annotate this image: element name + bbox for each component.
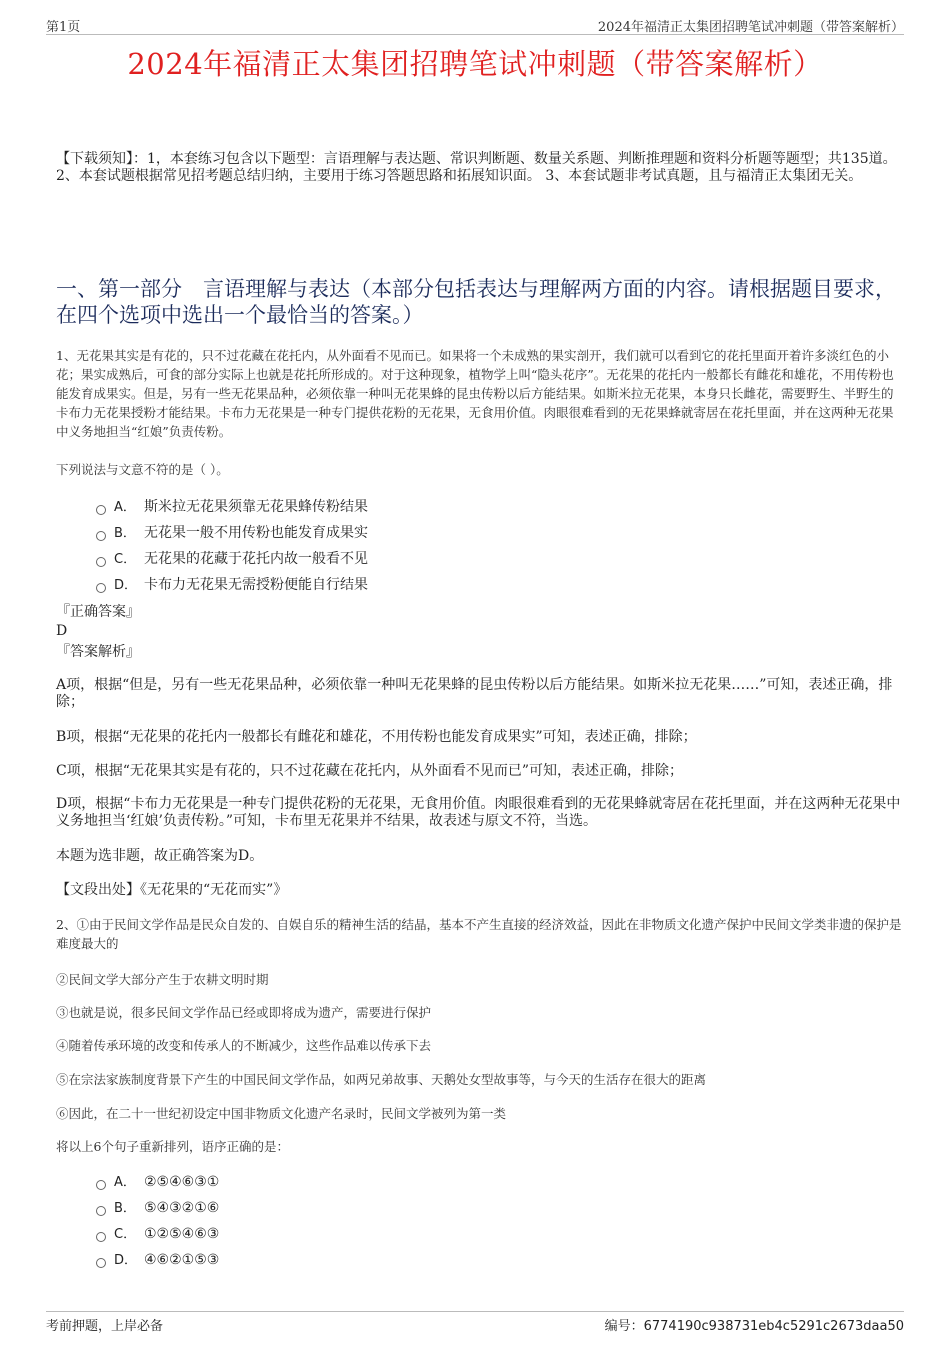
radio-icon[interactable] — [96, 583, 106, 593]
q1-option-b[interactable]: B． 无花果一般不用传粉也能发育成果实 — [96, 520, 368, 546]
q2-sentence-2: ②民间文学大部分产生于农耕文明时期 — [56, 972, 269, 987]
q1-option-d[interactable]: D． 卡布力无花果无需授粉便能自行结果 — [96, 572, 368, 598]
q2-option-b[interactable]: B． ⑤④③②①⑥ — [96, 1195, 219, 1221]
answer-label: 『正确答案』 — [56, 604, 140, 620]
radio-icon[interactable] — [96, 505, 106, 515]
download-notice: 【下载须知】：1，本套练习包含以下题型：言语理解与表达题、常识判断题、数量关系题、判断推理题和资料分析题等题型；共135道。 2、本套试题根据常见招考题总结归纳，主要用于练习答题思路和拓展知识面。 3、本套试题非考试真题，且与福清正太集团无关。 — [56, 151, 897, 184]
q2-option-a[interactable]: A． ②⑤④⑥③① — [96, 1169, 219, 1195]
q2-sentence-3: ③也就是说，很多民间文学作品已经或即将成为遗产，需要进行保护 — [56, 1005, 432, 1020]
page-number: 第1页 — [46, 20, 81, 35]
q2-options — [96, 1169, 219, 1273]
analysis-a: A项，根据“但是，另有一些无花果品种，必须依靠一种叫无花果蜂的昆虫传粉以后方能结果。如斯米拉无花果……”可知，表述正确，排除； — [56, 677, 893, 710]
answer-value: D — [56, 623, 68, 639]
document-title: 2024年福清正太集团招聘笔试冲刺题（带答案解析） — [127, 47, 823, 81]
radio-icon[interactable] — [96, 531, 106, 541]
analysis-d: D项，根据“卡布力无花果是一种专门提供花粉的无花果，无食用价值。肉眼很难看到的无花果蜂就寄居在花托里面，并在这两种无花果中义务地担当‘红娘’负责传粉。”可知，卡布里无花果并不结果，故表述与原文不符，当选。 — [56, 796, 901, 829]
header-doc-title: 2024年福清正太集团招聘笔试冲刺题（带答案解析） — [597, 20, 904, 35]
analysis-conclusion: 本题为选非题，故正确答案为D。 — [56, 848, 264, 864]
q1-option-a[interactable]: A． 斯米拉无花果须靠无花果蜂传粉结果 — [96, 494, 368, 520]
page-footer — [46, 1311, 904, 1334]
q2-option-d[interactable]: D． ④⑥②①⑤③ — [96, 1247, 219, 1273]
radio-icon[interactable] — [96, 1232, 106, 1242]
radio-icon[interactable] — [96, 1206, 106, 1216]
q2-sentence-1: 2、①由于民间文学作品是民众自发的、自娱自乐的精神生活的结晶，基本不产生直接的经济效益，因此在非物质文化遗产保护中民间文学类非遗的保护是难度最大的 — [56, 917, 902, 951]
analysis-source: 【文段出处】《无花果的“无花而实”》 — [56, 882, 288, 898]
radio-icon[interactable] — [96, 1258, 106, 1268]
analysis-c: C项，根据“无花果其实是有花的，只不过花藏在花托内，从外面看不见而已”可知，表述正确，排除； — [56, 763, 684, 779]
q1-question: 下列说法与文意不符的是（ ）。 — [56, 462, 229, 477]
footer-code: 编号：6774190c938731eb4c5291c2673daa50 — [604, 1319, 904, 1334]
radio-icon[interactable] — [96, 557, 106, 567]
q1-option-c[interactable]: C． 无花果的花藏于花托内故一般看不见 — [96, 546, 368, 572]
analysis-label: 『答案解析』 — [56, 644, 140, 660]
q1-options — [96, 494, 368, 598]
q1-passage: 1、无花果其实是有花的，只不过花藏在花托内，从外面看不见而已。如果将一个未成熟的果实剖开，我们就可以看到它的花托里面开着许多淡红色的小花；果实成熟后，可食的部分实际上也就是花托所形成的。对于这种现象，植物学上叫“隐头花序”。无花果的花托内一般都长有雌花和雄花，不用传粉也能发育成果实。但是，另有一些无花果品种，必须依靠一种叫无花果蜂的昆虫传粉以后方能结果。如斯米拉无花果，本身只长雌花，需要野生、半野生的卡布力无花果授粉才能结果。卡布力无花果是一种专门提供花粉的无花果，无食用价值。肉眼很难看到的无花果蜂就寄居在花托里面，并在这两种无花果中义务地担当“红娘”负责传粉。 — [56, 348, 894, 439]
q2-option-c[interactable]: C． ①②⑤④⑥③ — [96, 1221, 219, 1247]
q2-question: 将以上6个句子重新排列，语序正确的是： — [56, 1139, 289, 1154]
footer-slogan: 考前押题，上岸必备 — [46, 1319, 164, 1334]
q2-sentence-6: ⑥因此，在二十一世纪初设定中国非物质文化遗产名录时，民间文学被列为第一类 — [56, 1106, 507, 1121]
radio-icon[interactable] — [96, 1180, 106, 1190]
q2-sentence-5: ⑤在宗法家族制度背景下产生的中国民间文学作品，如两兄弟故事、天鹅处女型故事等，与今天的生活存在很大的距离 — [56, 1072, 707, 1087]
section-heading: 一、第一部分 言语理解与表达（本部分包括表达与理解两方面的内容。请根据题目要求，在四个选项中选出一个最恰当的答案。） — [56, 277, 896, 327]
q2-sentence-4: ④随着传承环境的改变和传承人的不断减少，这些作品难以传承下去 — [56, 1038, 432, 1053]
page-header — [46, 14, 904, 35]
analysis-b: B项，根据“无花果的花托内一般都长有雌花和雄花，不用传粉也能发育成果实”可知，表述正确，排除； — [56, 729, 697, 745]
